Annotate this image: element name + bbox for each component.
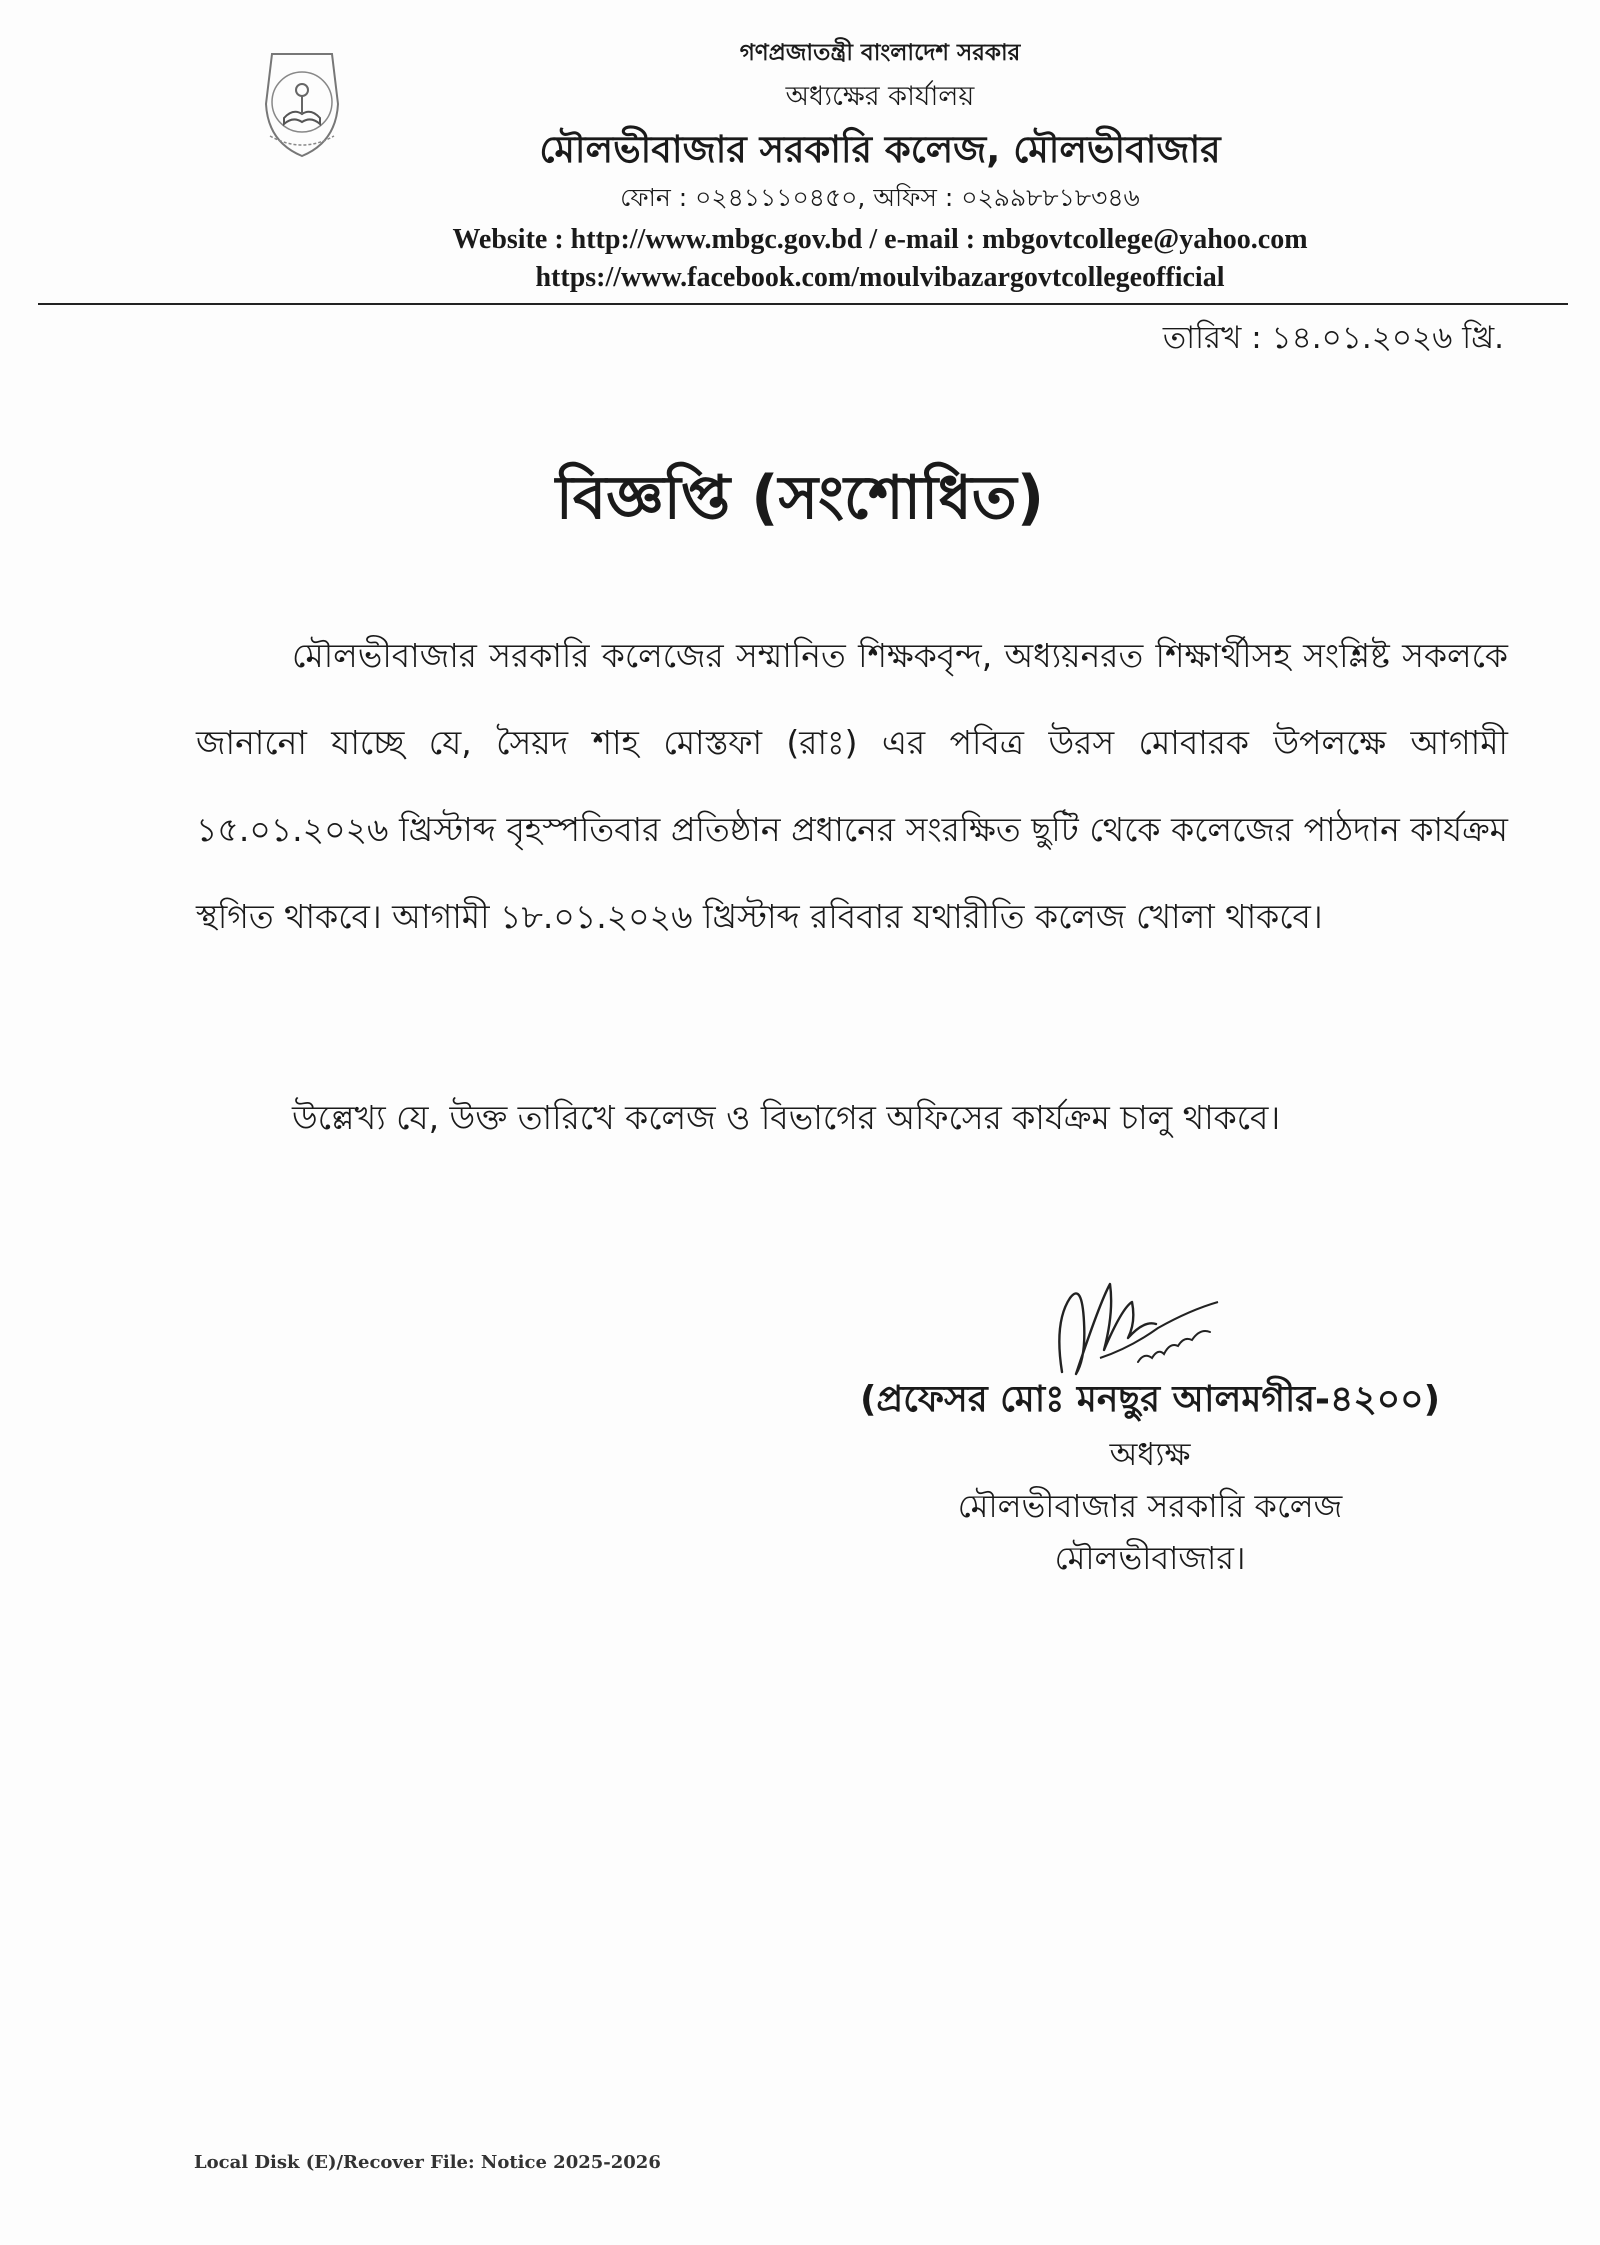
government-name: গণপ্রজাতন্ত্রী বাংলাদেশ সরকার [739, 40, 1021, 66]
notice-body: মৌলভীবাজার সরকারি কলেজের সম্মানিত শিক্ষকবৃন্দ, অধ্যয়নরত শিক্ষার্থীসহ সংশ্লিষ্ট সকলকে জানানো যাচ্ছে যে, সৈয়দ শাহ মোস্তফা (রাঃ) এর পবিত্র উরস মোবারক উপলক্ষে আগামী ১৫.০১.২০২৬ খ্রিস্টাব্দ বৃহস্পতিবার প্রতিষ্ঠান প্রধানের সংরক্ষিত ছুটি থেকে কলেজের পাঠদান কার্যক্রম স্থগিত থাকবে। আগামী ১৮.০১.২০২৬ খ্রিস্টাব্দ রবিবার যথারীতি কলেজ খোলা থাকবে। [196, 636, 1508, 936]
website-email-line: Website : http://www.mbgc.gov.bd / e-mail : mbgovtcollege@yahoo.com [452, 224, 1308, 255]
notice-title: বিজ্ঞপ্তি (সংশোধিত) [555, 463, 1045, 533]
notice-note: উল্লেখ্য যে, উক্ত তারিখে কলেজ ও বিভাগের অফিসের কার্যক্রম চালু থাকবে। [292, 1098, 1281, 1137]
file-path-footer: Local Disk (E)/Recover File: Notice 2025-2026 [194, 2152, 661, 2173]
phone-line: ফোন : ০২৪১১১০৪৫০, অফিস : ০২৯৯৮৮১৮৩৪৬ [620, 183, 1140, 212]
signature-block [820, 1372, 1480, 1584]
header-divider [38, 303, 1568, 305]
notice-date: তারিখ : ১৪.০১.২০২৬ খ্রি. [1162, 320, 1504, 356]
signatory-institution: মৌলভীবাজার সরকারি কলেজ [957, 1487, 1343, 1525]
facebook-line: https://www.facebook.com/moulvibazargovtcollegeofficial [535, 262, 1225, 293]
signatory-name: (প্রফেসর মোঃ মনছুর আলমগীর-৪২০০) [859, 1379, 1441, 1420]
signatory-designation: অধ্যক্ষ [1109, 1435, 1191, 1473]
signatory-location: মৌলভীবাজার। [1054, 1539, 1246, 1577]
college-name: মৌলভীবাজার সরকারি কলেজ, মৌলভীবাজার [539, 128, 1221, 171]
office-name: অধ্যক্ষের কার্যালয় [785, 81, 975, 112]
